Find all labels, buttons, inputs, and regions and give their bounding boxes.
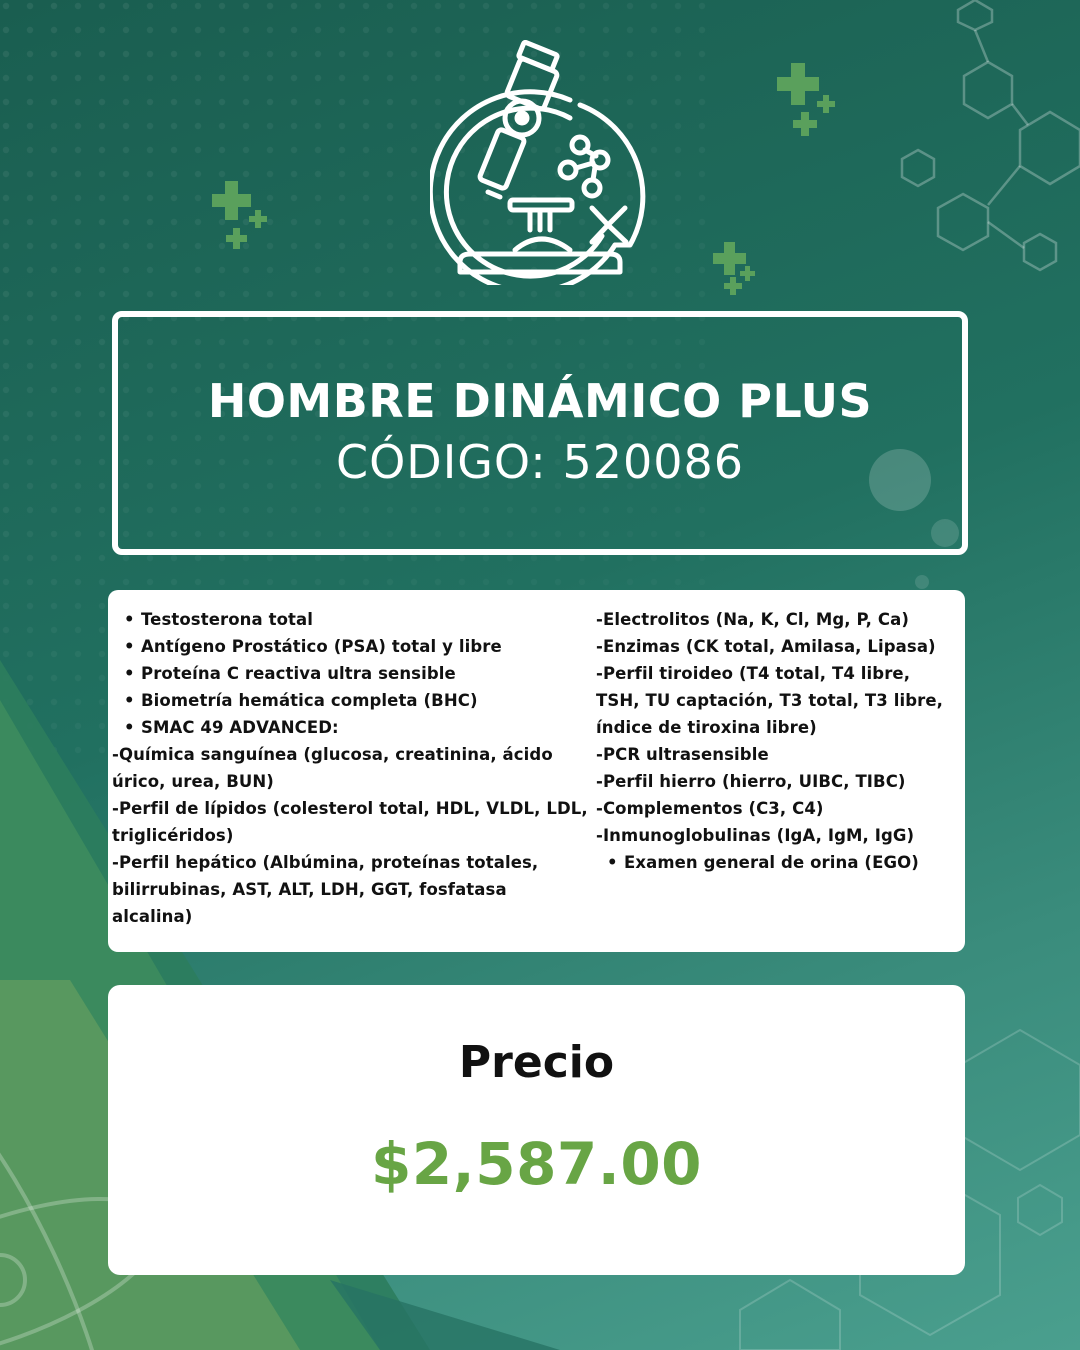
test-bullet-item: • Antígeno Prostático (PSA) total y libre <box>112 633 590 660</box>
price-label: Precio <box>458 1037 615 1088</box>
code-label: CÓDIGO: <box>335 434 547 489</box>
test-bullet-item: • Testosterona total <box>112 606 590 633</box>
price-card <box>108 985 965 1275</box>
test-bullet-item: • Biometría hemática completa (BHC) <box>112 687 590 714</box>
package-code <box>336 433 744 493</box>
tests-card <box>108 590 965 952</box>
test-item: -Enzimas (CK total, Amilasa, Lipasa) <box>596 637 936 656</box>
test-item: -Perfil tiroideo (T4 total, T4 libre, TSH, TU captación, T3 total, T3 libre, índice de tiroxina libre) <box>596 664 944 737</box>
test-bullet-item: • SMAC 49 ADVANCED: <box>112 714 590 741</box>
test-item: -Química sanguínea (glucosa, creatinina, ácido úrico, urea, BUN) <box>112 745 553 791</box>
code-value: 520086 <box>562 434 745 489</box>
test-bullet-item: • Examen general de orina (EGO) <box>596 849 956 876</box>
tests-right-column <box>596 606 956 876</box>
hexagon-molecule-icon <box>902 0 1080 270</box>
price-value: $2,587.00 <box>370 1130 703 1198</box>
tests-left-column <box>112 606 590 930</box>
test-item: -Perfil hierro (hierro, UIBC, TIBC) <box>596 772 906 791</box>
title-box <box>112 311 968 555</box>
test-item: -Perfil hepático (Albúmina, proteínas totales, bilirrubinas, AST, ALT, LDH, GGT, fosfatasa alcalina) <box>112 853 539 926</box>
microscope-icon <box>430 40 650 285</box>
test-bullet-item: • Proteína C reactiva ultra sensible <box>112 660 590 687</box>
test-item: -Complementos (C3, C4) <box>596 799 824 818</box>
test-item: -Perfil de lípidos (colesterol total, HDL, VLDL, LDL, triglicéridos) <box>112 799 588 845</box>
test-item: -Electrolitos (Na, K, Cl, Mg, P, Ca) <box>596 610 909 629</box>
test-item: -PCR ultrasensible <box>596 745 769 764</box>
package-title: HOMBRE DINÁMICO PLUS <box>207 373 873 428</box>
test-item: -Inmunoglobulinas (IgA, IgM, IgG) <box>596 826 915 845</box>
